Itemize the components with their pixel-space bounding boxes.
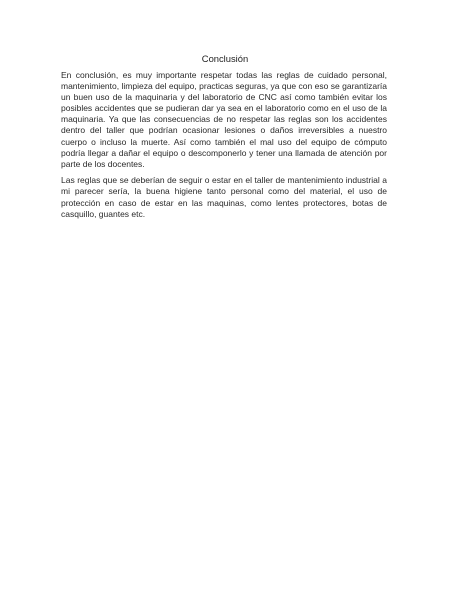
paragraph-2: Las reglas que se deberían de seguir o estar en el taller de mantenimiento industrial a mi parecer sería, la buena higiene tanto personal como del material, el uso de protección en caso de estar en las maquinas, como lentes protectores, botas de casquillo, guantes etc. <box>61 175 387 219</box>
paragraph-1: En conclusión, es muy importante respetar todas las reglas de cuidado personal, mantenimiento, limpieza del equipo, practicas seguras, ya que con eso se garantizaría un buen uso de la maquinaria y del laboratorio de CNC así como también evitar los posibles accidentes que se pudieran dar ya sea en el laboratorio como en el uso de la maquinaria. Ya que las consecuencias de no respetar las reglas son los accidentes dentro del taller que podrían ocasionar lesiones o daños irreversibles a nuestro cuerpo o incluso la muerte. Así como también el mal uso del equipo de cómputo podría llegar a dañar el equipo o descomponerlo y tener una llamada de atención por parte de los docentes. <box>61 70 387 169</box>
document-body <box>61 70 387 220</box>
page-title: Conclusión <box>201 53 249 64</box>
